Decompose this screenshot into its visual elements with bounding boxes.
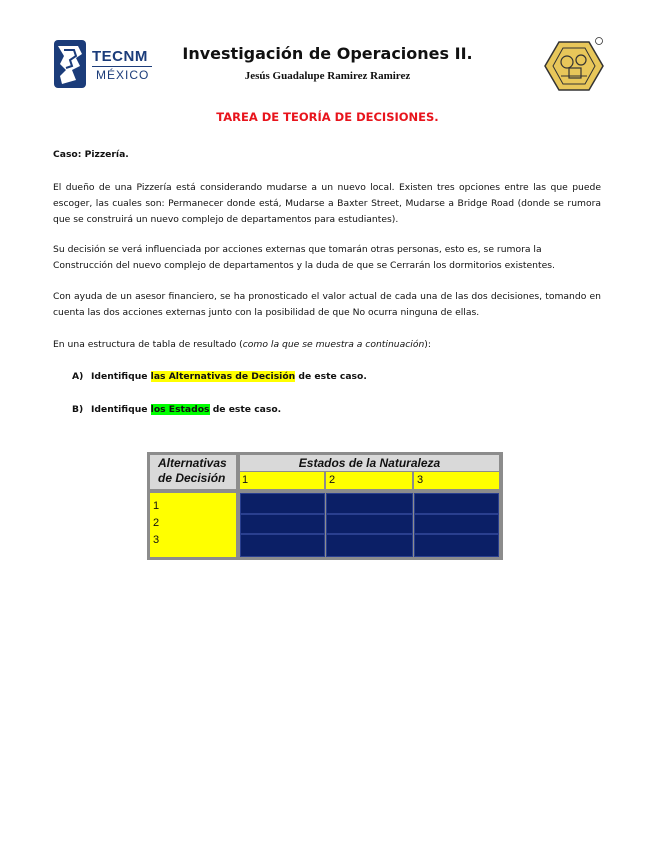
state-col-3: 3 [414,472,499,489]
payoff-cell-1-1[interactable] [240,493,325,514]
paragraph-4-start: En una estructura de tabla de resultado ( [53,339,243,350]
payoff-cell-1-3[interactable] [414,493,499,514]
alt-row-3: 3 [153,534,160,546]
list-item-label: B) [72,404,84,415]
state-col-2: 2 [326,472,413,489]
paragraph-2-line-1: Su decisión se verá influenciada por acciones externas que tomarán otras personas, esto es, se rumora la [53,244,542,255]
list-item-b [72,404,281,415]
list-item-text: Identifique [91,371,151,382]
page-title: Investigación de Operaciones II. [182,44,473,63]
payoff-cell-3-1[interactable] [240,534,325,557]
paragraph-2 [53,242,601,274]
states-header: Estados de la Naturaleza [240,455,499,471]
payoff-cell-1-2[interactable] [326,493,413,514]
institute-seal-icon [543,36,605,94]
state-col-1: 1 [240,472,325,489]
case-label: Caso: Pizzería. [53,149,129,160]
list-item-text: Identifique [91,404,151,415]
page-header [0,0,655,100]
paragraph-4-end: ): [424,339,431,350]
institute-seal [543,36,605,94]
list-item-text-end: de este caso. [295,371,367,382]
paragraph-4 [53,337,601,353]
paragraph-3: Con ayuda de un asesor financiero, se ha pronosticado el valor actual de cada una de las dos decisiones, tomando en cuenta las dos acciones externas junto con la posibilidad de que No ocurra ninguna de ellas. [53,291,601,318]
payoff-table [147,452,503,560]
list-item-text-end: de este caso. [209,404,282,415]
payoff-cell-2-1[interactable] [240,514,325,534]
alternatives-rows [150,493,236,557]
paragraph-4-italic: como la que se muestra a continuación [242,339,425,350]
payoff-cell-2-3[interactable] [414,514,499,534]
alternatives-header [150,455,236,489]
alternatives-header-line-1: Alternativas [158,456,227,470]
payoff-cell-2-2[interactable] [326,514,413,534]
alt-row-2: 2 [153,517,160,529]
task-title: TAREA DE TEORÍA DE DECISIONES. [216,110,439,124]
highlight-states: los Estados [150,404,210,415]
tecnm-wordmark: TECNM [92,48,148,65]
paragraph-2-line-2: Construcción del nuevo complejo de departamentos y la duda de que se Cerrarán los dormitorios existentes. [53,260,555,271]
alternatives-header-line-2: de Decisión [158,471,226,485]
author-name: Jesús Guadalupe Ramirez Ramirez [244,70,411,82]
paragraph-1: El dueño de una Pizzería está considerando mudarse a un nuevo local. Existen tres opciones entre las que puede escoger, las cuales son: Permanecer donde está, Mudarse a Baxter Street, Mudarse a Bridge Road (donde se rumora que se construirá un nuevo complejo de departamentos para estudiantes). [53,182,601,225]
list-item-a [72,371,367,382]
tecnm-country: MÉXICO [96,68,150,82]
alt-row-1: 1 [153,500,160,512]
list-item-label: A) [72,371,84,382]
tecnm-divider [92,63,152,67]
payoff-cell-3-3[interactable] [414,534,499,557]
highlight-alternatives: las Alternativas de Decisión [150,371,296,382]
payoff-cell-3-2[interactable] [326,534,413,557]
